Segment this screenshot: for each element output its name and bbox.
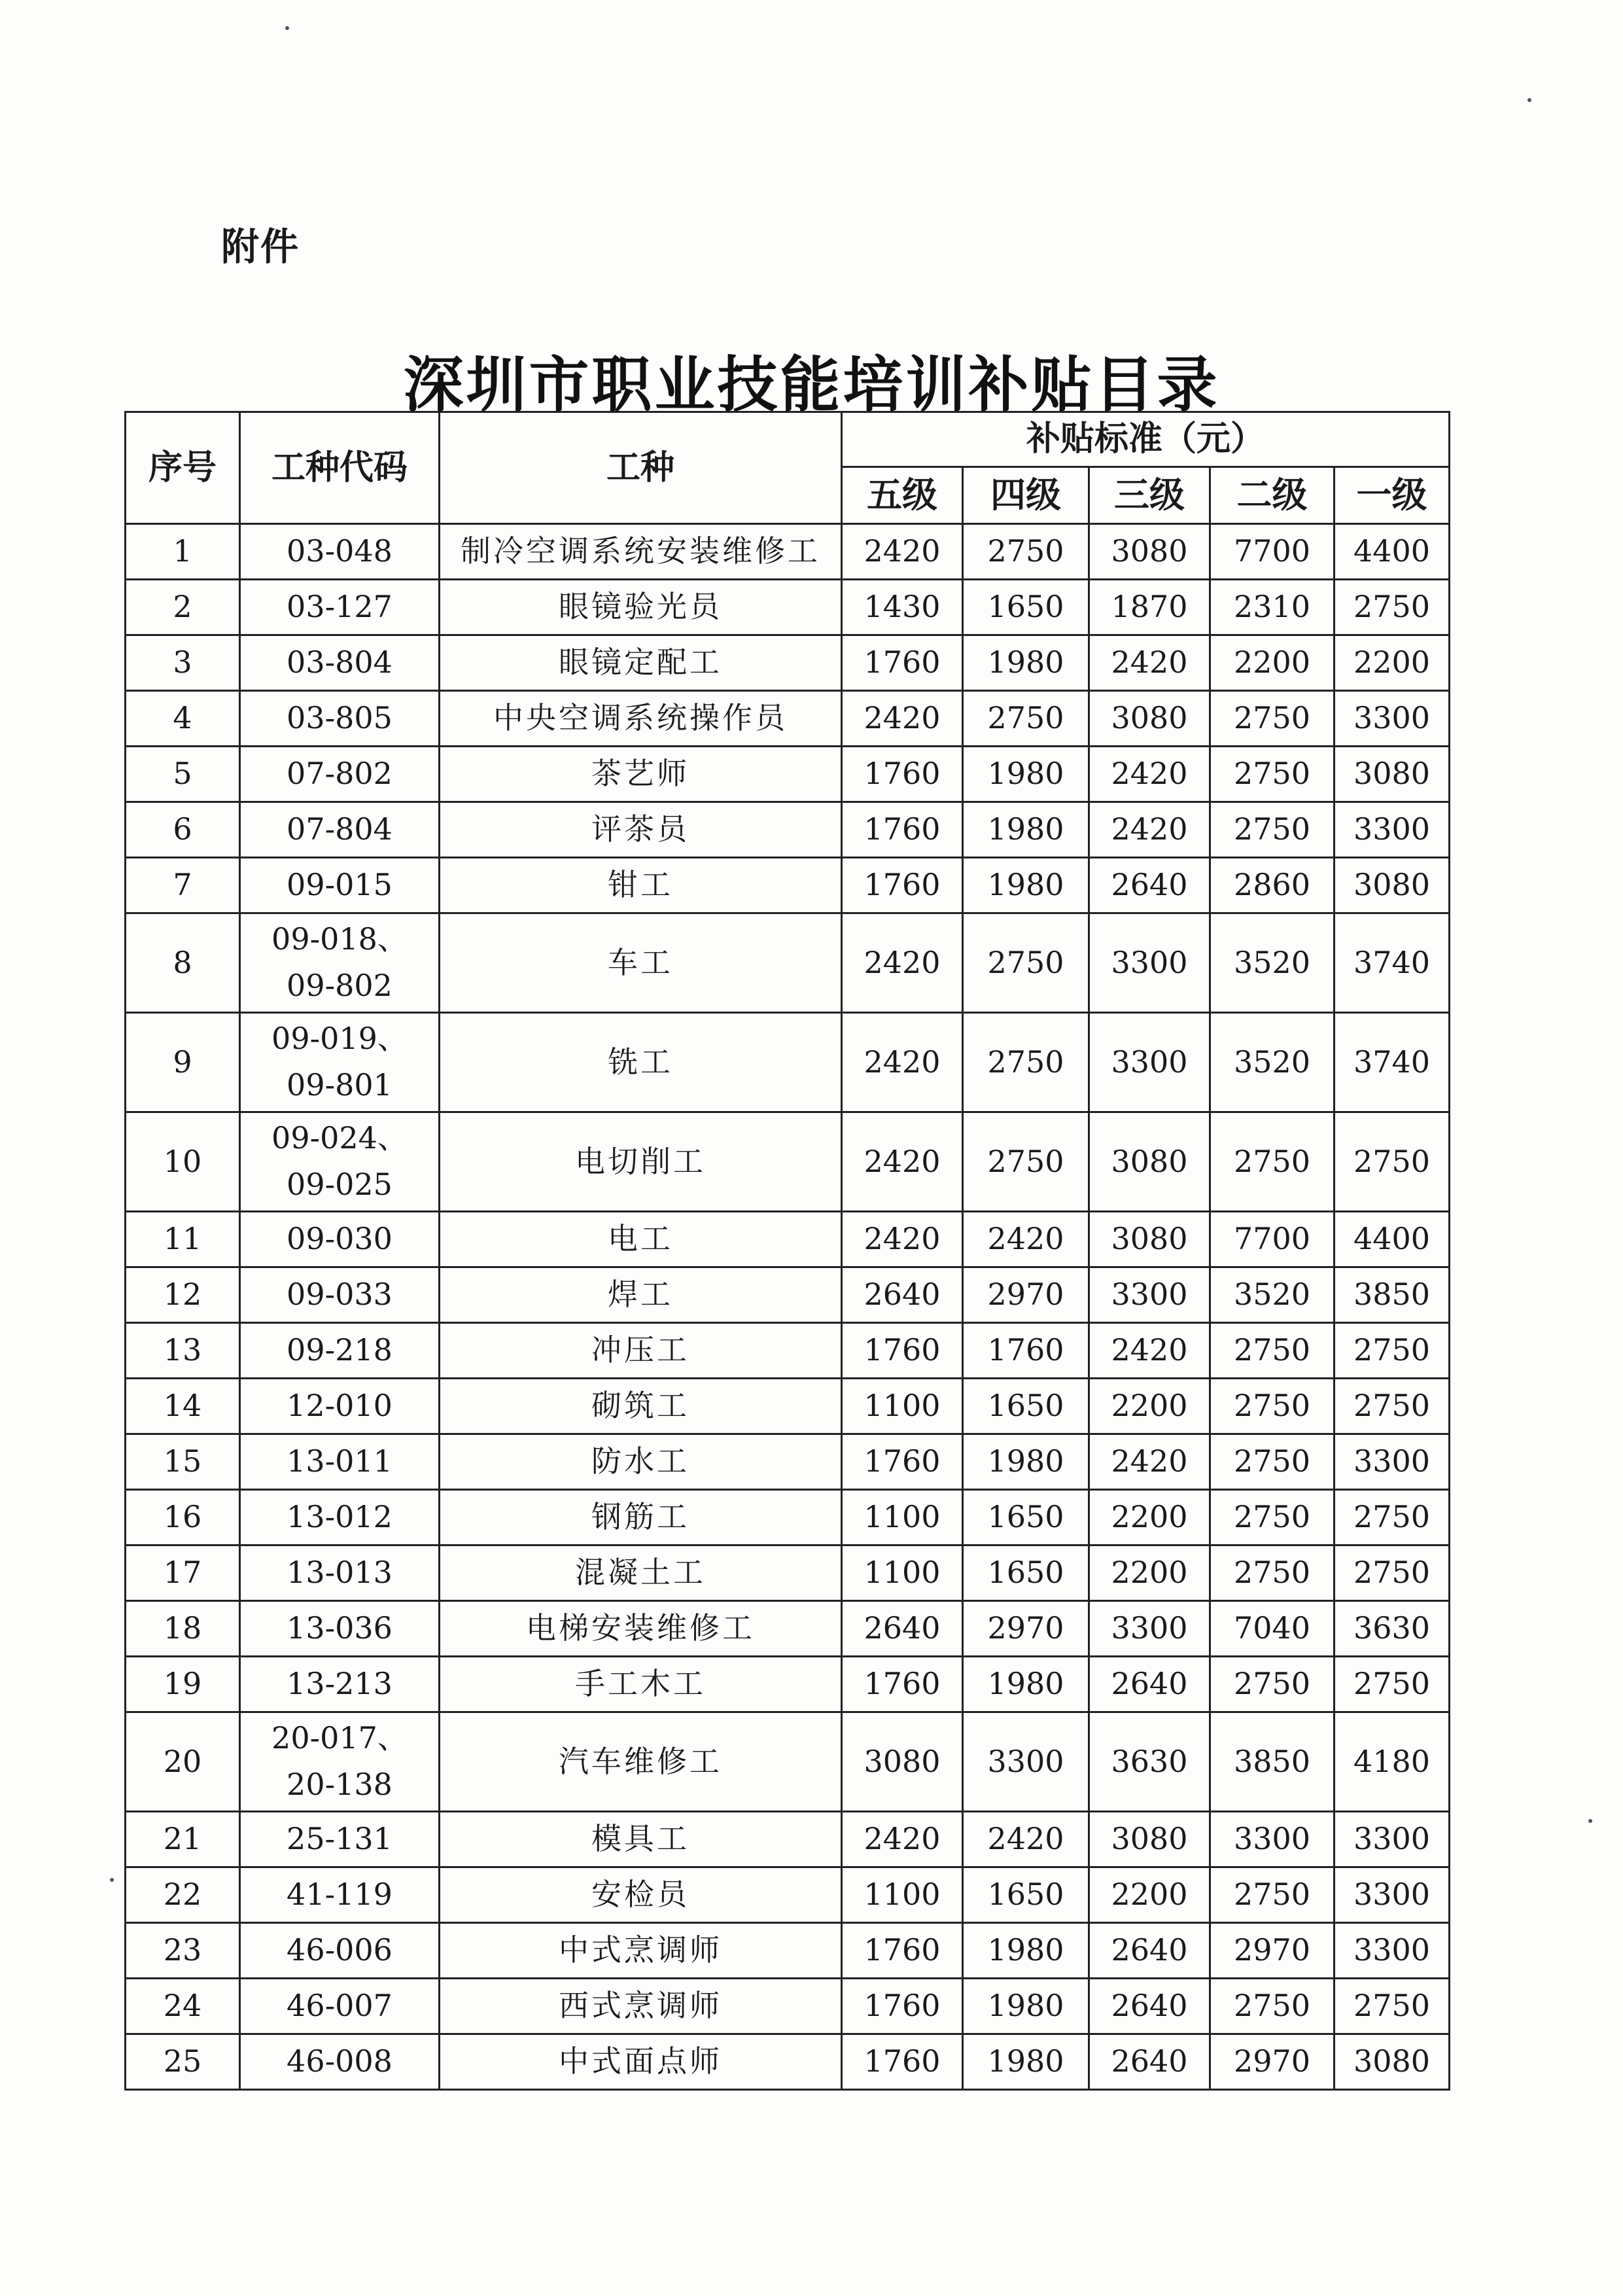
cell-amount-level-2: 3300 bbox=[1210, 1811, 1335, 1867]
code-line: 13-011 bbox=[287, 1443, 393, 1479]
cell-amount-level-1: 3080 bbox=[1335, 746, 1450, 802]
cell-code bbox=[240, 1922, 440, 1978]
cell-amount-level-1: 2750 bbox=[1335, 1978, 1450, 2034]
cell-amount-level-2: 3850 bbox=[1210, 1712, 1335, 1811]
cell-amount-level-4: 1650 bbox=[963, 1545, 1089, 1600]
scan-speck bbox=[1527, 98, 1531, 102]
code-line: 09-218 bbox=[287, 1332, 393, 1368]
code-line: 09-019、 bbox=[271, 1020, 408, 1056]
cell-amount-level-4: 1980 bbox=[963, 1656, 1089, 1712]
attachment-label: 附件 bbox=[221, 224, 300, 269]
header-level-1: 一级 bbox=[1335, 467, 1450, 524]
cell-amount-level-4: 1980 bbox=[963, 802, 1089, 857]
cell-amount-level-3: 2200 bbox=[1089, 1867, 1210, 1922]
code-line: 03-805 bbox=[287, 700, 393, 736]
cell-amount-level-4: 1980 bbox=[963, 2034, 1089, 2089]
header-kind: 工种 bbox=[440, 412, 842, 524]
cell-amount-level-2: 2750 bbox=[1210, 1867, 1335, 1922]
table-row bbox=[126, 1811, 1450, 1867]
header-seq: 序号 bbox=[126, 412, 240, 524]
code-line: 09-024、 bbox=[271, 1120, 408, 1156]
cell-amount-level-2: 2750 bbox=[1210, 1656, 1335, 1712]
cell-code bbox=[240, 1600, 440, 1656]
scan-speck bbox=[285, 26, 289, 30]
cell-amount-level-1: 3740 bbox=[1335, 1012, 1450, 1112]
cell-amount-level-2: 2970 bbox=[1210, 2034, 1335, 2089]
code-line: 25-131 bbox=[287, 1821, 393, 1857]
cell-amount-level-2: 2750 bbox=[1210, 1434, 1335, 1489]
code-line: 07-802 bbox=[287, 756, 393, 792]
cell-code bbox=[240, 1267, 440, 1322]
table-row bbox=[126, 1267, 1450, 1322]
cell-amount-level-2: 2750 bbox=[1210, 690, 1335, 746]
cell-seq: 10 bbox=[126, 1112, 240, 1211]
cell-seq: 8 bbox=[126, 913, 240, 1012]
cell-code bbox=[240, 690, 440, 746]
cell-seq: 7 bbox=[126, 857, 240, 913]
cell-amount-level-3: 2200 bbox=[1089, 1378, 1210, 1434]
table-row bbox=[126, 802, 1450, 857]
cell-code bbox=[240, 579, 440, 635]
table-row bbox=[126, 1978, 1450, 2034]
cell-amount-level-4: 1650 bbox=[963, 1867, 1089, 1922]
cell-amount-level-1: 2750 bbox=[1335, 1545, 1450, 1600]
cell-amount-level-4: 1650 bbox=[963, 579, 1089, 635]
cell-amount-level-1: 2750 bbox=[1335, 1378, 1450, 1434]
cell-amount-level-5: 1760 bbox=[842, 1434, 963, 1489]
cell-amount-level-1: 2750 bbox=[1335, 1656, 1450, 1712]
cell-amount-level-2: 2970 bbox=[1210, 1922, 1335, 1978]
cell-amount-level-5: 1760 bbox=[842, 857, 963, 913]
cell-seq: 12 bbox=[126, 1267, 240, 1322]
cell-amount-level-5: 2420 bbox=[842, 1112, 963, 1211]
cell-kind: 安检员 bbox=[440, 1867, 842, 1922]
cell-kind: 中式面点师 bbox=[440, 2034, 842, 2089]
cell-amount-level-2: 7700 bbox=[1210, 1211, 1335, 1267]
cell-kind: 眼镜定配工 bbox=[440, 635, 842, 690]
cell-seq: 20 bbox=[126, 1712, 240, 1811]
cell-amount-level-3: 2420 bbox=[1089, 1434, 1210, 1489]
cell-seq: 17 bbox=[126, 1545, 240, 1600]
cell-amount-level-5: 1760 bbox=[842, 635, 963, 690]
code-line: 13-213 bbox=[287, 1666, 393, 1702]
table-row bbox=[126, 857, 1450, 913]
cell-seq: 23 bbox=[126, 1922, 240, 1978]
cell-kind: 铣工 bbox=[440, 1012, 842, 1112]
cell-amount-level-2: 2750 bbox=[1210, 802, 1335, 857]
cell-amount-level-1: 3630 bbox=[1335, 1600, 1450, 1656]
cell-amount-level-5: 1760 bbox=[842, 746, 963, 802]
code-line: 07-804 bbox=[287, 811, 393, 847]
cell-amount-level-5: 1760 bbox=[842, 1322, 963, 1378]
cell-kind: 茶艺师 bbox=[440, 746, 842, 802]
table-body bbox=[126, 523, 1450, 2089]
cell-amount-level-1: 3300 bbox=[1335, 1811, 1450, 1867]
cell-amount-level-3: 2200 bbox=[1089, 1489, 1210, 1545]
cell-seq: 11 bbox=[126, 1211, 240, 1267]
cell-amount-level-5: 1760 bbox=[842, 1922, 963, 1978]
table-row bbox=[126, 1656, 1450, 1712]
cell-seq: 3 bbox=[126, 635, 240, 690]
cell-seq: 15 bbox=[126, 1434, 240, 1489]
cell-amount-level-5: 1100 bbox=[842, 1489, 963, 1545]
table-row bbox=[126, 1867, 1450, 1922]
cell-amount-level-3: 2640 bbox=[1089, 2034, 1210, 2089]
cell-amount-level-1: 2200 bbox=[1335, 635, 1450, 690]
cell-amount-level-5: 2420 bbox=[842, 913, 963, 1012]
cell-seq: 16 bbox=[126, 1489, 240, 1545]
cell-amount-level-3: 3080 bbox=[1089, 523, 1210, 579]
code-line: 12-010 bbox=[287, 1388, 393, 1424]
table-row bbox=[126, 2034, 1450, 2089]
header-code: 工种代码 bbox=[240, 412, 440, 524]
cell-kind: 手工木工 bbox=[440, 1656, 842, 1712]
cell-amount-level-1: 3850 bbox=[1335, 1267, 1450, 1322]
code-line: 46-006 bbox=[287, 1932, 393, 1968]
cell-amount-level-4: 1980 bbox=[963, 1434, 1089, 1489]
document-title: 深圳市职业技能培训补贴目录 bbox=[403, 350, 1220, 420]
table-row bbox=[126, 1112, 1450, 1211]
cell-amount-level-3: 2420 bbox=[1089, 802, 1210, 857]
table-row bbox=[126, 579, 1450, 635]
cell-code bbox=[240, 635, 440, 690]
cell-amount-level-5: 2420 bbox=[842, 1012, 963, 1112]
table-row bbox=[126, 1489, 1450, 1545]
cell-amount-level-5: 1760 bbox=[842, 2034, 963, 2089]
cell-amount-level-3: 3080 bbox=[1089, 690, 1210, 746]
cell-amount-level-2: 7700 bbox=[1210, 523, 1335, 579]
cell-amount-level-2: 2750 bbox=[1210, 1489, 1335, 1545]
cell-amount-level-3: 2640 bbox=[1089, 1978, 1210, 2034]
cell-code bbox=[240, 1545, 440, 1600]
table-row bbox=[126, 1012, 1450, 1112]
cell-code bbox=[240, 1867, 440, 1922]
cell-kind: 钳工 bbox=[440, 857, 842, 913]
cell-amount-level-5: 1760 bbox=[842, 1656, 963, 1712]
scan-speck bbox=[110, 1878, 114, 1882]
table-row bbox=[126, 1922, 1450, 1978]
cell-code bbox=[240, 1978, 440, 2034]
cell-seq: 25 bbox=[126, 2034, 240, 2089]
cell-kind: 制冷空调系统安装维修工 bbox=[440, 523, 842, 579]
cell-amount-level-4: 1760 bbox=[963, 1322, 1089, 1378]
cell-amount-level-4: 2750 bbox=[963, 1112, 1089, 1211]
cell-amount-level-1: 2750 bbox=[1335, 1112, 1450, 1211]
cell-amount-level-5: 2420 bbox=[842, 1211, 963, 1267]
cell-kind: 车工 bbox=[440, 913, 842, 1012]
cell-amount-level-2: 2310 bbox=[1210, 579, 1335, 635]
cell-amount-level-2: 2750 bbox=[1210, 1545, 1335, 1600]
code-line: 09-033 bbox=[287, 1277, 393, 1313]
code-line: 03-804 bbox=[287, 645, 393, 680]
cell-amount-level-5: 2640 bbox=[842, 1267, 963, 1322]
cell-amount-level-4: 2750 bbox=[963, 690, 1089, 746]
cell-amount-level-4: 1980 bbox=[963, 857, 1089, 913]
cell-seq: 14 bbox=[126, 1378, 240, 1434]
cell-amount-level-4: 2970 bbox=[963, 1600, 1089, 1656]
cell-amount-level-3: 2200 bbox=[1089, 1545, 1210, 1600]
cell-code bbox=[240, 1712, 440, 1811]
cell-amount-level-4: 1980 bbox=[963, 1922, 1089, 1978]
cell-seq: 9 bbox=[126, 1012, 240, 1112]
cell-amount-level-3: 2640 bbox=[1089, 857, 1210, 913]
cell-kind: 评茶员 bbox=[440, 802, 842, 857]
code-line: 03-127 bbox=[287, 589, 393, 625]
cell-amount-level-1: 4400 bbox=[1335, 523, 1450, 579]
cell-amount-level-3: 3080 bbox=[1089, 1112, 1210, 1211]
cell-kind: 中央空调系统操作员 bbox=[440, 690, 842, 746]
code-line: 46-007 bbox=[287, 1988, 393, 2024]
cell-amount-level-2: 7040 bbox=[1210, 1600, 1335, 1656]
table-row bbox=[126, 1545, 1450, 1600]
cell-amount-level-5: 1760 bbox=[842, 802, 963, 857]
cell-amount-level-2: 2750 bbox=[1210, 746, 1335, 802]
header-level-5: 五级 bbox=[842, 467, 963, 524]
cell-code bbox=[240, 1112, 440, 1211]
table-header bbox=[126, 412, 1450, 524]
cell-amount-level-4: 1980 bbox=[963, 635, 1089, 690]
cell-kind: 电切削工 bbox=[440, 1112, 842, 1211]
cell-amount-level-4: 3300 bbox=[963, 1712, 1089, 1811]
cell-amount-level-5: 3080 bbox=[842, 1712, 963, 1811]
cell-amount-level-4: 2750 bbox=[963, 1012, 1089, 1112]
cell-amount-level-1: 3080 bbox=[1335, 2034, 1450, 2089]
cell-seq: 19 bbox=[126, 1656, 240, 1712]
cell-amount-level-5: 1100 bbox=[842, 1378, 963, 1434]
cell-amount-level-1: 2750 bbox=[1335, 1322, 1450, 1378]
cell-code bbox=[240, 802, 440, 857]
cell-kind: 防水工 bbox=[440, 1434, 842, 1489]
header-level-2: 二级 bbox=[1210, 467, 1335, 524]
scan-speck bbox=[1588, 1819, 1592, 1823]
cell-seq: 22 bbox=[126, 1867, 240, 1922]
header-subsidy: 补贴标准（元） bbox=[842, 412, 1450, 467]
code-line: 13-013 bbox=[287, 1555, 393, 1591]
cell-amount-level-3: 3080 bbox=[1089, 1811, 1210, 1867]
code-line: 09-030 bbox=[287, 1221, 393, 1257]
code-line: 41-119 bbox=[287, 1877, 393, 1913]
cell-amount-level-1: 4180 bbox=[1335, 1712, 1450, 1811]
cell-amount-level-1: 3300 bbox=[1335, 1867, 1450, 1922]
cell-amount-level-1: 4400 bbox=[1335, 1211, 1450, 1267]
cell-seq: 13 bbox=[126, 1322, 240, 1378]
cell-kind: 电梯安装维修工 bbox=[440, 1600, 842, 1656]
cell-code bbox=[240, 1322, 440, 1378]
cell-amount-level-5: 2640 bbox=[842, 1600, 963, 1656]
code-line: 13-036 bbox=[287, 1610, 393, 1646]
cell-amount-level-3: 3300 bbox=[1089, 1012, 1210, 1112]
cell-amount-level-2: 2750 bbox=[1210, 1322, 1335, 1378]
cell-amount-level-3: 2420 bbox=[1089, 635, 1210, 690]
cell-kind: 眼镜验光员 bbox=[440, 579, 842, 635]
cell-amount-level-4: 2420 bbox=[963, 1211, 1089, 1267]
cell-code bbox=[240, 1211, 440, 1267]
cell-amount-level-2: 2750 bbox=[1210, 1978, 1335, 2034]
cell-kind: 冲压工 bbox=[440, 1322, 842, 1378]
cell-amount-level-2: 2200 bbox=[1210, 635, 1335, 690]
cell-kind: 汽车维修工 bbox=[440, 1712, 842, 1811]
cell-amount-level-4: 2420 bbox=[963, 1811, 1089, 1867]
table-row bbox=[126, 1712, 1450, 1811]
cell-code bbox=[240, 2034, 440, 2089]
cell-amount-level-4: 2750 bbox=[963, 913, 1089, 1012]
cell-seq: 5 bbox=[126, 746, 240, 802]
cell-kind: 模具工 bbox=[440, 1811, 842, 1867]
cell-code bbox=[240, 523, 440, 579]
cell-seq: 24 bbox=[126, 1978, 240, 2034]
cell-seq: 4 bbox=[126, 690, 240, 746]
table-row bbox=[126, 635, 1450, 690]
code-line: 09-025 bbox=[287, 1167, 393, 1203]
cell-amount-level-1: 3300 bbox=[1335, 802, 1450, 857]
cell-code bbox=[240, 1012, 440, 1112]
table-row bbox=[126, 1378, 1450, 1434]
cell-amount-level-2: 2750 bbox=[1210, 1112, 1335, 1211]
cell-seq: 2 bbox=[126, 579, 240, 635]
cell-amount-level-4: 1650 bbox=[963, 1489, 1089, 1545]
cell-amount-level-3: 3300 bbox=[1089, 1600, 1210, 1656]
cell-code bbox=[240, 1434, 440, 1489]
cell-amount-level-4: 2970 bbox=[963, 1267, 1089, 1322]
header-level-4: 四级 bbox=[963, 467, 1089, 524]
cell-amount-level-4: 2750 bbox=[963, 523, 1089, 579]
code-line: 20-138 bbox=[287, 1767, 393, 1803]
cell-amount-level-4: 1980 bbox=[963, 746, 1089, 802]
cell-code bbox=[240, 913, 440, 1012]
cell-amount-level-5: 1760 bbox=[842, 1978, 963, 2034]
cell-code bbox=[240, 857, 440, 913]
cell-code bbox=[240, 1811, 440, 1867]
code-line: 46-008 bbox=[287, 2043, 393, 2079]
cell-code bbox=[240, 1489, 440, 1545]
cell-kind: 钢筋工 bbox=[440, 1489, 842, 1545]
code-line: 20-017、 bbox=[271, 1720, 408, 1756]
cell-amount-level-3: 2640 bbox=[1089, 1922, 1210, 1978]
cell-amount-level-1: 3080 bbox=[1335, 857, 1450, 913]
cell-kind: 中式烹调师 bbox=[440, 1922, 842, 1978]
cell-seq: 21 bbox=[126, 1811, 240, 1867]
cell-amount-level-5: 1100 bbox=[842, 1545, 963, 1600]
subsidy-table bbox=[124, 411, 1450, 2091]
code-line: 09-802 bbox=[287, 968, 393, 1004]
cell-amount-level-5: 1100 bbox=[842, 1867, 963, 1922]
cell-seq: 6 bbox=[126, 802, 240, 857]
cell-amount-level-2: 3520 bbox=[1210, 1012, 1335, 1112]
table-row bbox=[126, 523, 1450, 579]
code-line: 09-015 bbox=[287, 867, 393, 903]
cell-amount-level-1: 3300 bbox=[1335, 1922, 1450, 1978]
code-line: 09-018、 bbox=[271, 921, 408, 957]
table-row bbox=[126, 746, 1450, 802]
cell-amount-level-3: 3080 bbox=[1089, 1211, 1210, 1267]
cell-kind: 西式烹调师 bbox=[440, 1978, 842, 2034]
cell-kind: 混凝土工 bbox=[440, 1545, 842, 1600]
cell-code bbox=[240, 746, 440, 802]
cell-amount-level-3: 2420 bbox=[1089, 1322, 1210, 1378]
cell-amount-level-5: 2420 bbox=[842, 523, 963, 579]
cell-amount-level-4: 1980 bbox=[963, 1978, 1089, 2034]
cell-kind: 焊工 bbox=[440, 1267, 842, 1322]
cell-amount-level-1: 3300 bbox=[1335, 1434, 1450, 1489]
table-row bbox=[126, 690, 1450, 746]
cell-amount-level-3: 3300 bbox=[1089, 1267, 1210, 1322]
cell-amount-level-5: 1430 bbox=[842, 579, 963, 635]
cell-amount-level-3: 3630 bbox=[1089, 1712, 1210, 1811]
cell-amount-level-3: 2640 bbox=[1089, 1656, 1210, 1712]
cell-amount-level-1: 2750 bbox=[1335, 579, 1450, 635]
table-row bbox=[126, 1600, 1450, 1656]
cell-amount-level-1: 3300 bbox=[1335, 690, 1450, 746]
cell-amount-level-3: 3300 bbox=[1089, 913, 1210, 1012]
table-row bbox=[126, 1434, 1450, 1489]
cell-code bbox=[240, 1656, 440, 1712]
cell-amount-level-5: 2420 bbox=[842, 690, 963, 746]
cell-kind: 电工 bbox=[440, 1211, 842, 1267]
cell-amount-level-4: 1650 bbox=[963, 1378, 1089, 1434]
cell-amount-level-3: 2420 bbox=[1089, 746, 1210, 802]
table-row bbox=[126, 1211, 1450, 1267]
cell-amount-level-2: 3520 bbox=[1210, 1267, 1335, 1322]
code-line: 13-012 bbox=[287, 1499, 393, 1535]
table-row bbox=[126, 1322, 1450, 1378]
cell-seq: 1 bbox=[126, 523, 240, 579]
cell-kind: 砌筑工 bbox=[440, 1378, 842, 1434]
cell-seq: 18 bbox=[126, 1600, 240, 1656]
cell-amount-level-5: 2420 bbox=[842, 1811, 963, 1867]
code-line: 03-048 bbox=[287, 533, 393, 569]
cell-amount-level-2: 2860 bbox=[1210, 857, 1335, 913]
cell-amount-level-2: 2750 bbox=[1210, 1378, 1335, 1434]
code-line: 09-801 bbox=[287, 1067, 393, 1103]
table-row bbox=[126, 913, 1450, 1012]
cell-code bbox=[240, 1378, 440, 1434]
cell-amount-level-3: 1870 bbox=[1089, 579, 1210, 635]
cell-amount-level-1: 2750 bbox=[1335, 1489, 1450, 1545]
cell-amount-level-2: 3520 bbox=[1210, 913, 1335, 1012]
header-level-3: 三级 bbox=[1089, 467, 1210, 524]
cell-amount-level-1: 3740 bbox=[1335, 913, 1450, 1012]
